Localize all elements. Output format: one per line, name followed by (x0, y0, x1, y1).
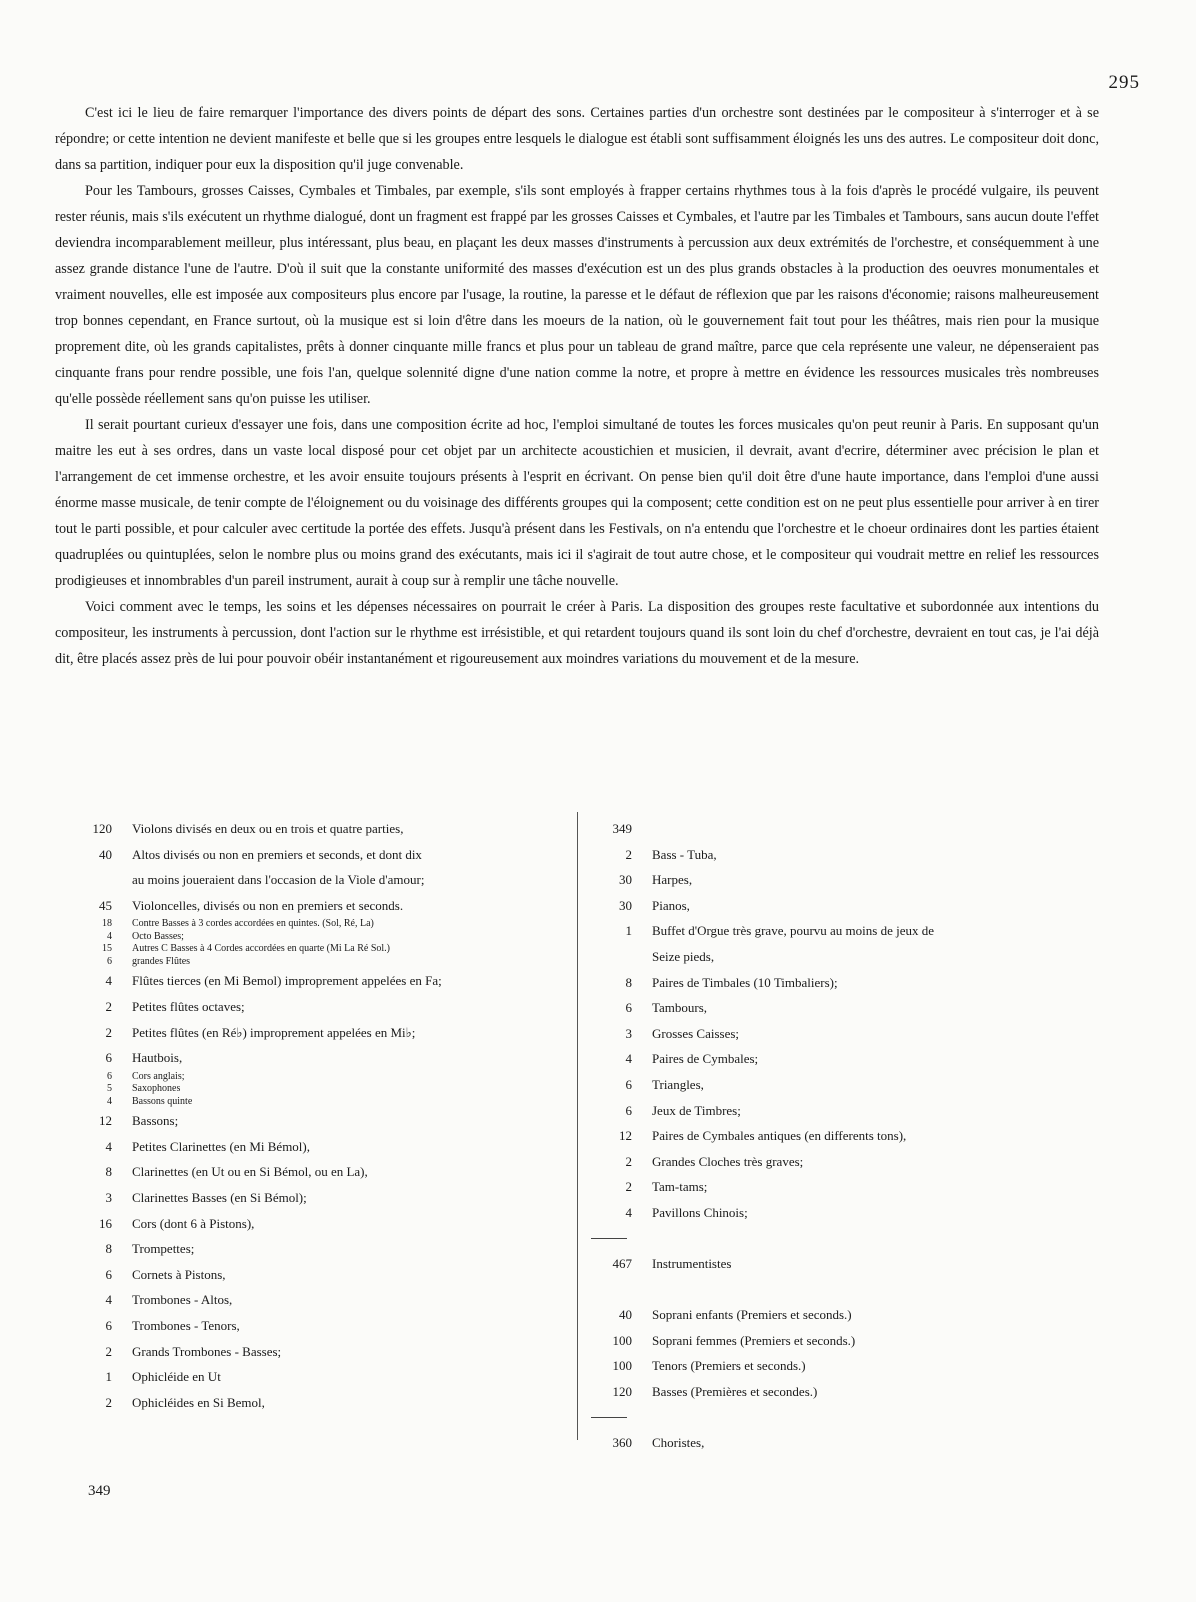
item-label: Cors (dont 6 à Pistons), (132, 1215, 255, 1231)
list-item (590, 1430, 1100, 1456)
item-label: Petites flûtes (en Ré♭) improprement appelées en Mi♭; (132, 1024, 416, 1040)
item-count: 360 (612, 1435, 632, 1451)
item-count: 2 (625, 1179, 632, 1195)
item-count: 6 (625, 1076, 632, 1092)
list-item (70, 1134, 575, 1160)
item-count: 40 (99, 846, 112, 862)
paragraph-2: Pour les Tambours, grosses Caisses, Cymbales et Timbales, par exemple, s'ils sont employés à frapper certains rhythmes tous à la fois d'après le procédé vulgaire, ils peuvent rester réunis, mais s'ils exécutent un rhythme dialogué, dont un fragment est frappé par les grosses Caisses et Cymbales, et l'autre par les Timbales et Tambours, sans aucun doute l'effet deviendra incomparablement meilleur, plus intéressant, plus beau, en plaçant les deux masses d'instruments à percussion aux deux extrémités de l'orchestre, et conséquemment à une assez grande distance l'une de l'autre. D'où il suit que la constante uniformité des masses d'exécution est un des plus grands obstacles à la production des oeuvres monumentales et vraiment nouvelles, elle est imposée aux compositeurs plus encore par l'usage, la routine, la paresse et le défaut de réflexion que par les raisons d'économie; raisons malheureusement trop bonnes cependant, en France surtout, où la musique est si loin d'être dans les moeurs de la nation, où le gouvernement fait tout pour les théâtres, mais rien pour la musique proprement dite, où les grands capitalistes, prêts à donner cinquante mille francs et plus pour un tableau de grand maître, parce que cela représente une valeur, ne dépenseraient pas cinquante frans pour rendre possible, une fois l'an, quelque solennité digne d'une nation comme la notre, et propre à mettre en évidence les ressources musicales très nombreuses qu'elle possède réellement sans qu'on puisse les utiliser. (55, 183, 1099, 407)
item-count: 4 (105, 973, 112, 989)
list-item (70, 943, 575, 956)
item-label: Soprani femmes (Premiers et seconds.) (652, 1332, 856, 1348)
item-count: 6 (105, 1050, 112, 1066)
list-item (70, 1262, 575, 1288)
item-label: Basses (Premières et secondes.) (652, 1384, 818, 1400)
item-label: Tam-tams; (652, 1179, 708, 1195)
item-label: Jeux de Timbres; (652, 1102, 741, 1118)
item-count: 6 (107, 1070, 112, 1082)
list-item (70, 994, 575, 1020)
item-label: Instrumentistes (652, 1256, 732, 1272)
item-label: Ophicléides en Si Bemol, (132, 1394, 265, 1410)
item-label: Grosses Caisses; (652, 1025, 740, 1041)
item-label: Clarinettes Basses (en Si Bémol); (132, 1190, 307, 1206)
item-label: Triangles, (652, 1076, 704, 1092)
list-item (70, 1339, 575, 1365)
item-label: Violoncelles, divisés ou non en premiers et seconds. (132, 897, 404, 913)
left-total: 349 (88, 1483, 111, 1499)
list-item (70, 1159, 575, 1185)
list-item (70, 1020, 575, 1046)
body-text (55, 100, 1099, 672)
item-count: 120 (92, 821, 112, 836)
item-count: 1 (625, 923, 632, 939)
item-label: Grands Trombones - Basses; (132, 1343, 282, 1359)
column-divider (577, 812, 578, 1440)
item-count: 6 (625, 1000, 632, 1016)
item-count: 3 (625, 1025, 632, 1041)
list-item (590, 1046, 1100, 1072)
item-count: 4 (107, 1095, 112, 1107)
list-item (70, 1236, 575, 1262)
item-label: Saxophones (132, 1083, 181, 1095)
item-count: 16 (99, 1215, 112, 1231)
item-count: 1 (105, 1369, 112, 1385)
list-item (590, 893, 1100, 919)
item-label: Tenors (Premiers et seconds.) (652, 1358, 806, 1374)
list-item (590, 1149, 1100, 1175)
item-label: Violons divisés en deux ou en trois et quatre parties, (132, 821, 404, 836)
list-item (590, 1098, 1100, 1124)
item-label: Cors anglais; (132, 1070, 185, 1082)
list-item (70, 956, 575, 969)
list-item (590, 1251, 1100, 1277)
list-item (70, 1108, 575, 1134)
item-count: 6 (107, 955, 112, 967)
item-count: 8 (625, 974, 632, 990)
item-label: Paires de Timbales (10 Timbaliers); (652, 974, 838, 990)
item-label: Trompettes; (132, 1241, 195, 1257)
list-item (590, 1353, 1100, 1379)
list-item (590, 816, 1100, 842)
item-label: Contre Basses à 3 cordes accordées en quintes. (Sol, Ré, La) (132, 918, 374, 930)
page-number: 295 (1108, 72, 1140, 93)
paragraph-4: Voici comment avec le temps, les soins et les dépenses nécessaires on pourrait le créer à Paris. La disposition des groupes reste facultative et subordonnée aux intentions du compositeur, les instruments à percussion, dont l'action sur le rhythme est irrésistible, et qui retardent toujours quand ils sont loin du chef d'orchestre, devraient en tout cas, je l'ai déjà dit, être placés assez près de lui pour pouvoir obéir instantanément et rigoureusement aux moindres variations du mouvement et de la mesure. (55, 599, 1099, 667)
list-item (70, 1390, 575, 1416)
item-label: Soprani enfants (Premiers et seconds.) (652, 1307, 852, 1323)
item-count: 4 (107, 930, 112, 942)
item-label: Clarinettes (en Ut ou en Si Bémol, ou en La), (132, 1164, 368, 1180)
list-item (70, 816, 575, 842)
list-item (590, 1072, 1100, 1098)
list-item (70, 1083, 575, 1096)
item-label: Bassons; (132, 1113, 179, 1129)
item-label: Pavillons Chinois; (652, 1204, 748, 1220)
list-item (70, 1287, 575, 1313)
item-label: grandes Flûtes (132, 955, 191, 967)
list-item (590, 1277, 1100, 1303)
list-item (70, 867, 575, 893)
item-count: 2 (625, 1153, 632, 1169)
item-count: 18 (102, 918, 112, 930)
item-count: 349 (612, 821, 632, 836)
list-item (70, 842, 575, 868)
list-item (590, 1379, 1100, 1405)
item-label: Choristes, (652, 1435, 705, 1451)
item-label: Cornets à Pistons, (132, 1266, 226, 1282)
list-item (590, 1174, 1100, 1200)
item-count: 45 (99, 897, 112, 913)
item-label: Octo Basses; (132, 930, 184, 942)
list-item (70, 918, 575, 931)
paragraph-3: Il serait pourtant curieux d'essayer une fois, dans une composition écrite ad hoc, l'emploi simultané de toutes les forces musicales qu'on peut reunir à Paris. En supposant qu'un maitre les eut à ses ordres, dans un vaste local disposé pour cet objet par un architecte acoustichien et musicien, il devrait, avant d'ecrire, déterminer avec précision le plan et l'arrangement de cet immense orchestre, et les avoir ensuite toujours présents à l'esprit en écrivant. On pense bien qu'il doit être d'une haute importance, dans l'emploi d'une aussi énorme masse musicale, de tenir compte de l'éloignement ou du voisinage des différents groupes qui la composent; cette condition est on ne peut plus essentielle pour arriver à en tirer tout le parti possible, et pour calculer avec certitude la portée des effets. Jusqu'à présent dans les Festivals, on n'a entendu que l'orchestre et le choeur ordinaires dont les parties étaient quadruplées ou quintuplées, selon le nombre plus ou moins grand des exécutants, mais ici il s'agirait de tout autre chose, et le compositeur qui voudrait mettre en relief les ressources prodigieuses et innombrables d'un pareil instrument, aurait à coup sur à remplir une tâche nouvelle. (55, 417, 1099, 589)
item-count: 2 (105, 998, 112, 1014)
sum-rule (591, 1417, 627, 1418)
item-count: 100 (612, 1332, 632, 1348)
list-item (590, 918, 1100, 944)
list-item (590, 1200, 1100, 1226)
list-item (590, 1123, 1100, 1149)
item-count: 3 (105, 1190, 112, 1206)
item-count: 4 (105, 1292, 112, 1308)
list-item (70, 1313, 575, 1339)
list-item (70, 1096, 575, 1109)
list-item (590, 995, 1100, 1021)
item-label: Pianos, (652, 897, 690, 913)
item-count: 12 (619, 1128, 632, 1144)
paragraph-1: C'est ici le lieu de faire remarquer l'importance des divers points de départ des sons. Certaines parties d'un orchestre sont destinées par le compositeur à s'interroger et à se répondre; or cette intention ne devient manifeste et belle que si les groupes entre lesquels le dialogue est établi sont suffisamment éloignés les uns des autres. Le compositeur doit donc, dans sa partition, indiquer pour eux la disposition qu'il juge convenable. (55, 105, 1099, 173)
item-label: Trombones - Altos, (132, 1292, 233, 1308)
item-count: 30 (619, 897, 632, 913)
list-item (70, 1364, 575, 1390)
list-item (70, 931, 575, 944)
item-label: Paires de Cymbales antiques (en differents tons), (652, 1128, 907, 1144)
item-count: 30 (619, 872, 632, 888)
item-count: 120 (612, 1384, 632, 1400)
item-label: Flûtes tierces (en Mi Bemol) improprement appelées en Fa; (132, 973, 442, 989)
item-label: Ophicléide en Ut (132, 1369, 221, 1385)
list-item (590, 1021, 1100, 1047)
item-count: 4 (625, 1051, 632, 1067)
item-count: 6 (105, 1266, 112, 1282)
item-count: 5 (107, 1083, 112, 1095)
item-count: 2 (105, 1343, 112, 1359)
list-item (70, 893, 575, 919)
item-label: Hautbois, (132, 1050, 183, 1066)
list-item (70, 1185, 575, 1211)
list-item (70, 1071, 575, 1084)
item-label: Paires de Cymbales; (652, 1051, 759, 1067)
item-label: Bassons quinte (132, 1095, 193, 1107)
list-item (70, 968, 575, 994)
item-label: au moins joueraient dans l'occasion de la Viole d'amour; (132, 872, 425, 888)
item-count: 2 (625, 846, 632, 862)
item-label: Autres C Basses à 4 Cordes accordées en quarte (Mi La Ré Sol.) (132, 943, 390, 955)
item-count: 4 (625, 1204, 632, 1220)
list-item (590, 944, 1100, 970)
instrument-list-right (590, 816, 1100, 1456)
list-item (70, 1045, 575, 1071)
item-count: 40 (619, 1307, 632, 1323)
list-item (70, 1211, 575, 1237)
item-label: Tambours, (652, 1000, 708, 1016)
item-label: Altos divisés ou non en premiers et seconds, et dont dix (132, 846, 422, 862)
list-item (590, 1328, 1100, 1354)
item-label: Petites flûtes octaves; (132, 998, 245, 1014)
list-item (590, 867, 1100, 893)
item-label: Grandes Cloches très graves; (652, 1153, 804, 1169)
item-count: 2 (105, 1394, 112, 1410)
item-count: 4 (105, 1138, 112, 1154)
instrument-list-left (70, 816, 575, 1415)
item-count: 8 (105, 1241, 112, 1257)
list-item (590, 970, 1100, 996)
item-count: 12 (99, 1113, 112, 1129)
list-item (590, 1302, 1100, 1328)
item-count: 467 (612, 1256, 632, 1272)
item-label: Trombones - Tenors, (132, 1318, 240, 1333)
item-label: Buffet d'Orgue très grave, pourvu au moins de jeux de (652, 923, 935, 939)
item-label: Harpes, (652, 872, 693, 888)
list-item (590, 842, 1100, 868)
list-item (590, 1405, 1100, 1431)
item-count: 2 (105, 1024, 112, 1040)
item-count: 8 (105, 1164, 112, 1180)
item-label: Seize pieds, (652, 948, 715, 964)
sum-rule (591, 1238, 627, 1239)
item-label: Petites Clarinettes (en Mi Bémol), (132, 1138, 310, 1154)
item-count: 15 (102, 943, 112, 955)
item-count: 6 (105, 1318, 112, 1333)
list-item (590, 1226, 1100, 1252)
item-label: Bass - Tuba, (652, 846, 717, 862)
item-count: 6 (625, 1102, 632, 1118)
item-count: 100 (612, 1358, 632, 1374)
